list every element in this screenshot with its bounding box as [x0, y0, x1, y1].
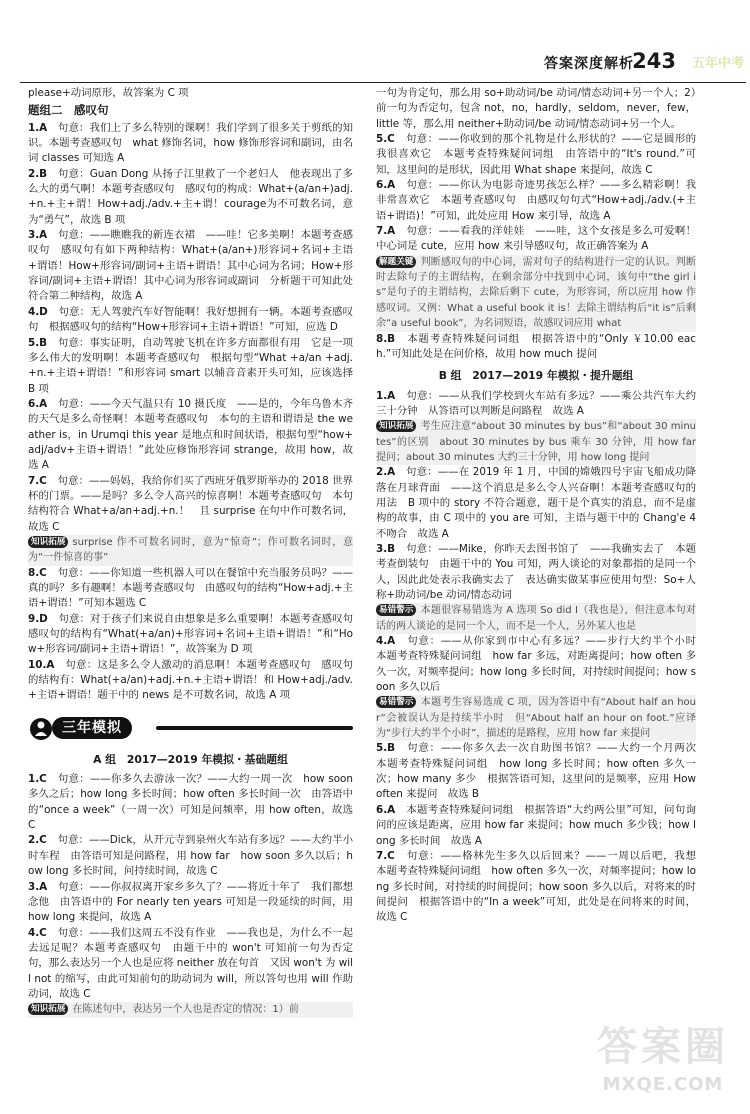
tip-label: 知识拓展	[376, 420, 416, 432]
answer-text: 句意：——瞧瞧我的新连衣裙 ——哇！它多美啊！本题考查感叹句 感叹句有如下两种结构：What+(a/an+)形容词+名词+主语+谓语！How+形容词/副词+主语+谓语！其中心词为名词；How+形容词/副词+主语+谓语！其中心词为形容词或副词 分析题干可知此处符合第二种结构，故选 A	[28, 229, 354, 303]
answer-number: 1.A	[376, 389, 396, 402]
banner-title: 三年模拟	[52, 717, 132, 739]
answer-item	[28, 612, 364, 658]
answer-item	[376, 542, 696, 603]
answer-list-groupB	[376, 389, 707, 926]
group2-title: 题组二 感叹句	[28, 103, 109, 118]
answer-number: 4.D	[28, 305, 48, 318]
answer-text: 判断感叹句的中心词，需对句子的结构进行一定的认识。判断时去除句子的主谓结构，在剩余部分中找到中心词，该句中“the girl is”是句子的主谓结构，去除后剩下 cute，为形容词，所以应用 how 作感叹词。又例：What a useful book it is！去除主谓结构后“it is”后剩余“a useful book”，为名词短语，故感叹词应用 what	[376, 256, 696, 330]
answer-item	[28, 566, 353, 612]
answer-text: 句意：——你知道一些机器人可以在餐馆中充当服务员吗？——真的吗？多有趣啊！本题考查感叹句 由感叹句的结构“How+adj.+主语+谓语！”可知本题选 C	[28, 566, 354, 610]
answer-number: 5.B	[28, 336, 48, 349]
answer-item	[376, 389, 696, 420]
answer-number: 3.B	[376, 542, 396, 555]
answer-text: 句意：我们上了多么特别的课啊！我们学到了很多关于剪纸的知识。本题考查感叹句 what 修饰名词，how 修饰形容词和副词，由名词 classes 可知选 A	[28, 121, 354, 165]
answer-list-right	[376, 132, 707, 362]
answer-item	[28, 658, 353, 704]
answer-number: 8.B	[376, 332, 396, 345]
answer-text: 句意：事实证明，自动驾驶飞机在许多方面都很有用 它是一项多么伟大的发明啊！本题考查感叹句 根据句型“What +a/an +adj.+n.+主语+谓语！”和形容词 smart 以辅音音素开头可知，应该选择 B 项	[28, 336, 354, 395]
answer-number: 5.B	[376, 742, 396, 755]
answer-item	[376, 178, 696, 224]
answer-number: 1.C	[28, 773, 47, 786]
left-column	[28, 86, 364, 1018]
answer-item	[28, 305, 353, 336]
answer-item	[376, 803, 696, 849]
answer-number: 3.A	[28, 229, 48, 242]
answer-text: 本题考查特殊疑问词组 根据答语中的“Only ￥10.00 each.”可知此处是在问价格，故用 how much 提问	[376, 332, 697, 360]
groupB-title: B 组 2017—2019 年模拟・提升题组	[438, 369, 634, 383]
answer-item	[28, 167, 353, 228]
groupA-title: A 组 2017—2019 年模拟・基础题组	[93, 752, 288, 766]
tip-label: 解题关键	[376, 256, 416, 268]
answer-number: 6.A	[376, 803, 396, 816]
watermark-logo: 答案圈	[597, 1024, 729, 1070]
answer-text: 句意：——在 2019 年 1 月，中国的嫦娥四号宇宙飞船成功降落在月球背面 ——这个消息是多么令人兴奋啊！本题考查感叹句的用法 B 项中的 story 不符合题意，题干是个真实的消息，而不是虚构的故事，由 C 项中的 you are 可知，主语与题干中的 Chang'e 4 不吻合 故选 A	[376, 466, 697, 540]
tip-label: 易错警示	[376, 696, 416, 708]
answer-text: 句意：——从你家到市中心有多远？——步行大约半个小时 本题考查特殊疑问词组 how far 多远，对距离提问；how often 多久一次，对频率提问；how long 多长时间，对持续时间提问；how soon 多久以后	[376, 635, 707, 694]
answer-item	[28, 474, 353, 535]
answer-text: 句意：——从我们学校到火车站有多远？——乘公共汽车大约三十分钟 从答语可以判断是问路程 故选 A	[376, 389, 697, 417]
continued-text	[376, 86, 696, 132]
answer-item	[28, 121, 353, 167]
answer-number: 4.A	[376, 635, 396, 648]
answer-number: 7.C	[28, 474, 47, 487]
answer-text: surprise 作不可数名词时，意为“惊奇”；作可数名词时，意为“一件惊喜的事”	[28, 536, 353, 564]
answer-item	[28, 833, 353, 879]
site-watermark	[588, 1022, 738, 1102]
answer-number: 7.A	[376, 225, 396, 238]
answer-number: 7.C	[376, 849, 395, 862]
student-figure-icon	[28, 717, 54, 741]
answer-item	[28, 397, 353, 474]
answer-text: 句意：无人驾驶汽车好智能啊！我好想拥有一辆。本题考查感叹句 根据感叹句的结构“How+形容词+主语+谓语！”可知，应选 D	[28, 305, 354, 334]
answer-number: 1.A	[28, 121, 48, 134]
answer-text: 句意：Guan Dong 从扬子江里救了一个老妇人 他表现出了多么大的勇气啊！本题考查感叹句 感叹句的构成：What+(a/an+)adj.+n.+主+谓！How+adj./adv.+主+谓！courage为不可数名词，意为“勇气”，故选 B 项	[28, 167, 354, 226]
answer-list-group2	[28, 121, 364, 704]
answer-item	[28, 336, 353, 397]
tip-label: 易错警示	[376, 604, 416, 616]
answer-text: 句意：——我们这周五不没有作业 ——我也是，为什么不一起去远足呢？本题考查感叹句 由题干中的 won't 可知前一句为否定句，那么表达另一个人也是应将 neither 放在句首 又因 won't 为 will not 的缩写，由此可知前句的助动词为 will，所以答句也用 will 作助动词，故选 C	[28, 926, 354, 1000]
answer-text: 句意：——Mike，你昨天去图书馆了 ——我确实去了 本题考查倒装句 由题干中的 You 可知，两人谈论的对象都指的是同一个人，因此此处表示我确实去了 表达确实做某事应使用句型：So+人称+助动词/be 动词/情态动词	[376, 542, 697, 601]
intro-line: please+动词原形，故答案为 C 项	[28, 87, 189, 99]
answer-text: 句意：——你多久去一次自助图书馆？——大约一个月两次 本题考查特殊疑问词组 how long 多长时间；how often 多久一次；how many 多少 根据答语可知，这里问的是频率，应用 How often 来提问 故选 B	[376, 742, 707, 801]
answer-text: 句意：——Dick，从开元寺到泉州火车站有多远？——大约半小时车程 由答语可知是问路程，用 how far how soon 多久以后；how long 多长时间，问持续时间，故选 C	[28, 834, 353, 878]
tip-box	[376, 695, 696, 741]
answer-item	[28, 228, 353, 305]
watermark-url: MXQE.COM	[602, 1074, 724, 1095]
page-number: 243	[632, 49, 676, 73]
tip-box	[28, 1002, 353, 1017]
answer-number: 10.A	[28, 658, 55, 671]
answer-number: 2.C	[28, 834, 47, 847]
header-title: 答案深度解析	[544, 56, 634, 72]
answer-text: 在陈述句中，表达另一个人也是否定的情况：1）前	[72, 1004, 299, 1016]
answer-text: 句意：——你收到的那个礼物是什么形状的？——它是圆形的 我很喜欢它 本题考查特殊疑问词组 由答语中的“It's round.”可知，这里问的是形状，因此用 What shape 来提问，故选 C	[376, 133, 707, 176]
right-column	[376, 86, 707, 926]
answer-text: 句意：——看我的洋娃娃 ——哇，这个女孩是多么可爱啊！中心词是 cute，应用 how 来引导感叹句，故正确答案为 A	[376, 225, 697, 253]
header-decoration: 五年中考	[691, 56, 744, 71]
answer-text: 本题考查特殊疑问词组 根据答语“大约两公里”可知，问句询问的应该是距离，应用 how far 来提问；how much 多少钱；how long 多长时间 故选 A	[376, 803, 697, 847]
page-header	[0, 44, 750, 78]
tip-label: 知识拓展	[28, 536, 68, 548]
answer-number: 2.A	[376, 466, 396, 479]
answer-number: 6.A	[28, 397, 48, 410]
answer-text: 句意：——今天气温只有 10 摄氏度 ——是的，今年乌鲁木齐的天气是多么奇怪啊！本题考查感叹句 本句的主语和谓语是 the weather is，in Urumqi this year 是地点和时间状语，根据句型“how+adj/adv+主语+谓语！”此处应修饰形容词 strange，故用 how，故选 A	[28, 397, 354, 472]
tip-box	[376, 419, 696, 465]
tip-box	[28, 535, 353, 566]
answer-number: 6.A	[376, 179, 396, 192]
answer-item	[376, 332, 696, 363]
answer-list-groupA	[28, 772, 353, 1018]
tip-box	[376, 603, 696, 634]
header-rule	[20, 82, 746, 83]
answer-number: 8.C	[28, 566, 47, 579]
answer-text: 句意：对于孩子们来说自由想象是多么重要啊！本题考查感叹句 感叹句的结构有“What(+a/an)+形容词+名词+主语+谓语！”和“How+形容词/副词+主语+谓语！”，故答案为 D 项	[28, 612, 364, 656]
tip-label: 知识拓展	[28, 1003, 68, 1015]
answer-text: 句意：——你认为电影奇迹男孩怎么样？——多么精彩啊！我非常喜欢它 本题考查感叹句 由感叹句句式“How+adj./adv.(+主语+谓语)！”可知，此处应用 How 来引导，故选 A	[376, 179, 697, 222]
section-banner	[28, 714, 353, 744]
continued-paragraph: 一句为肯定句，那么用 so+助动词/be 动词/情态动词+另一个人；2）前一句为否定句，包含 not，no，hardly，seldom，never，few，little 等，那么用 neither+助动词/be 动词/情态动词+另一个人。	[376, 87, 696, 130]
tip-box	[376, 255, 696, 332]
answer-item	[376, 465, 696, 542]
answer-text: 句意：这是多么令人激动的消息啊！本题考查感叹句 感叹句的结构有：What(+a/an)+adj.+n.+主语+谓语！和 How+adj./adv.+主语+谓语！题干中的 news 是不可数名词，故选 A 项	[28, 658, 354, 702]
answer-item	[28, 880, 353, 926]
answer-item	[376, 132, 707, 178]
answer-item	[376, 634, 707, 695]
answer-text: 句意：——你叔叔离开家乡多久了？——将近十年了 我们都想念他 由答语中的 For nearly ten years 可知是一段延续的时间，用 how long 来提问，故选 A	[28, 880, 354, 924]
answer-item	[376, 741, 707, 802]
answer-number: 2.B	[28, 167, 48, 180]
answer-item	[28, 772, 353, 833]
answer-text: 本题很容易错选为 A 选项 So did I（我也是），但注意本句对话的两人谈论的是同一个人，而不是一个人，另外某人也是	[376, 605, 696, 632]
answer-number: 4.C	[28, 926, 47, 939]
answer-number: 3.A	[28, 880, 48, 893]
answer-number: 9.D	[28, 612, 48, 625]
answer-text: 句意：——妈妈，我给你们买了西班牙俄罗斯举办的 2018 世界杯的门票。——是吗？多么令人高兴的惊喜啊！本题考查感叹句 本句结构符合 What+a/an+adj.+n.！ 且 surprise 在句中作可数名词，故选 C	[28, 474, 354, 533]
answer-item	[28, 926, 353, 1003]
answer-text: 本题考生容易选成 C 项，因为答语中有“About half an hour”会被误认为是持续半小时 但“About half an hour on foot.”应译为“步行大约半个小时”，描述的是路程，应用 how far 来提问	[376, 697, 696, 740]
answer-text: 考生应注意“about 30 minutes by bus”和“about 30 minutes”的区别 about 30 minutes by bus 乘车 30 分钟，用 how far 提问；about 30 minutes 大约三十分钟，用 how long 提问	[376, 421, 696, 463]
banner-bar	[156, 726, 353, 730]
answer-text: 句意：——你多久去游泳一次？——大约一周一次 how soon 多久之后；how long 多长时间；how often 多长时间一次 由答语中的“once a week”（一周一次）可知是问频率，用 how often，故选 C	[28, 773, 353, 832]
answer-item	[376, 224, 696, 255]
answer-number: 5.C	[376, 133, 395, 146]
answer-text: 句意：——格林先生多久以后回来？——一周以后吧，我想 本题考查特殊疑问词组 how often 多久一次，对频率提问；how long 多长时间，对持续的时间提问；how soon 多久以后，对将来的时间提问 根据答语中的“In a week”可知，此处是在问将来的时间，故选 C	[376, 849, 707, 924]
answer-item	[376, 849, 707, 926]
